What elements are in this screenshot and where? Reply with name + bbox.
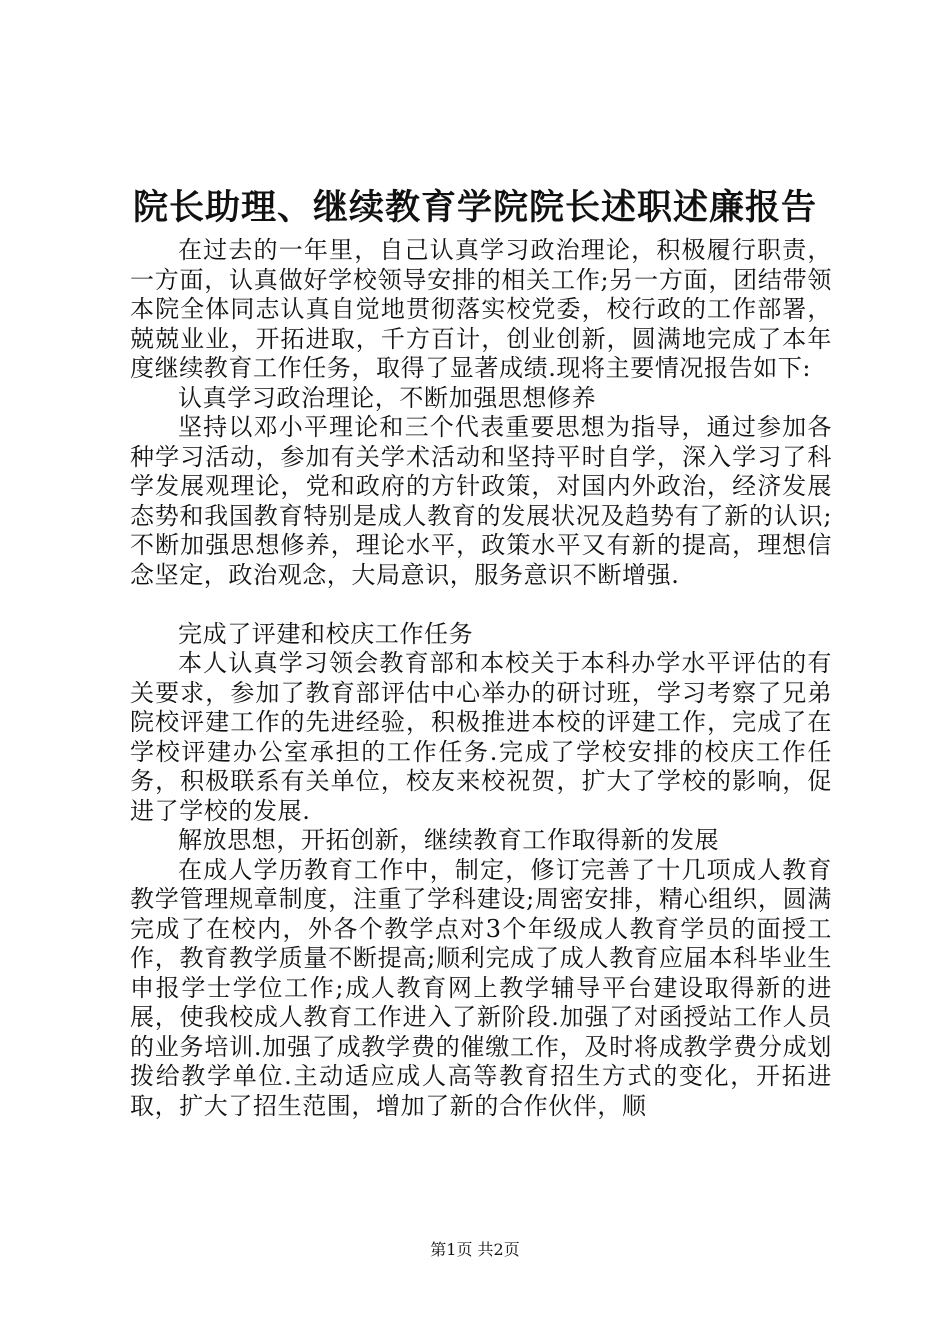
page-number-footer: 第1页 共2页 — [430, 1240, 520, 1259]
section-paragraph-1: 坚持以邓小平理论和三个代表重要思想为指导，通过参加各种学习活动，参加有关学术活动和坚持平时自学，深入学习了科学发展观理论，党和政府的方针政策，对国内外政治，经济发展态势和我国教育特别是成人教育的发展状况及趋势有了新的认识;不断加强思想修养，理论水平，政策水平又有新的提高，理想信念坚定，政治观念，大局意识，服务意识不断增强. — [130, 413, 832, 589]
section-heading-3: 解放思想，开拓创新，继续教育工作取得新的发展 — [178, 826, 720, 854]
intro-paragraph: 在过去的一年里，自己认真学习政治理论，积极履行职责，一方面，认真做好学校领导安排的相关工作;另一方面，团结带领本院全体同志认真自觉地贯彻落实校党委，校行政的工作部署，兢兢业业，开拓进取，千方百计，创业创新，圆满地完成了本年度继续教育工作任务，取得了显著成绩.现将主要情况报告如下: — [130, 236, 832, 382]
section-paragraph-3: 在成人学历教育工作中，制定，修订完善了十几项成人教育教学管理规章制度，注重了学科建设;周密安排，精心组织，圆满完成了在校内，外各个教学点对3个年级成人教育学员的面授工作，教育教学质量不断提高;顺利完成了成人教育应届本科毕业生申报学士学位工作;成人教育网上教学辅导平台建设取得新的进展，使我校成人教育工作进入了新阶段.加强了对函授站工作人员的业务培训.加强了成教学费的催缴工作，及时将成教学费分成划拨给教学单位.主动适应成人高等教育招生方式的变化，开拓进取，扩大了招生范围，增加了新的合作伙伴，顺 — [130, 855, 832, 1120]
blank-line — [130, 590, 832, 620]
section-paragraph-2: 本人认真学习领会教育部和本校关于本科办学水平评估的有关要求，参加了教育部评估中心举办的研讨班，学习考察了兄弟院校评建工作的先进经验，积极推进本校的评建工作，完成了在学校评建办公室承担的工作任务.完成了学校安排的校庆工作任务，积极联系有关单位，校友来校祝贺，扩大了学校的影响，促进了学校的发展. — [130, 649, 832, 825]
document-body — [130, 236, 832, 1121]
section-heading-2: 完成了评建和校庆工作任务 — [178, 619, 474, 648]
document-title: 院长助理、继续教育学院院长述职述廉报告 — [132, 187, 817, 228]
section-heading-1: 认真学习政治理论，不断加强思想修养 — [178, 383, 597, 412]
